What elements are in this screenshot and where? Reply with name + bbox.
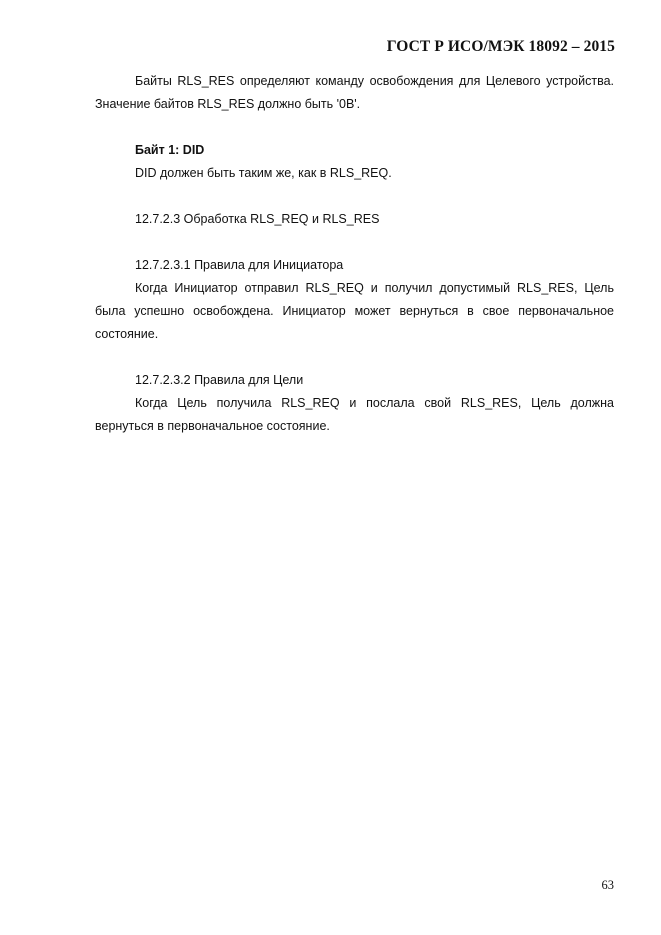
section-12-7-2-3-1-heading: 12.7.2.3.1 Правила для Инициатора [135, 258, 344, 272]
section-12-7-2-3-1-text: Когда Инициатор отправил RLS_REQ и получил допустимый RLS_RES, Цель была успешно освобождена. Инициатор может вернуться в свое первоначальное состояние. [95, 281, 614, 341]
byte1-description: DID должен быть таким же, как в RLS_REQ. [135, 166, 392, 180]
document-header: ГОСТ Р ИСО/МЭК 18092 – 2015 [386, 38, 615, 55]
section-12-7-2-3-heading: 12.7.2.3 Обработка RLS_REQ и RLS_RES [135, 212, 380, 226]
document-body [95, 70, 614, 438]
byte1-heading: Байт 1: DID [135, 143, 205, 157]
rls-res-description: Байты RLS_RES определяют команду освобождения для Целевого устройства. Значение байтов RLS_RES должно быть '0B'. [95, 74, 614, 111]
section-12-7-2-3-2-heading: 12.7.2.3.2 Правила для Цели [135, 373, 304, 387]
page-number: 63 [601, 878, 614, 892]
section-12-7-2-3-2-text: Когда Цель получила RLS_REQ и послала свой RLS_RES, Цель должна вернуться в первоначальное состояние. [95, 396, 614, 433]
